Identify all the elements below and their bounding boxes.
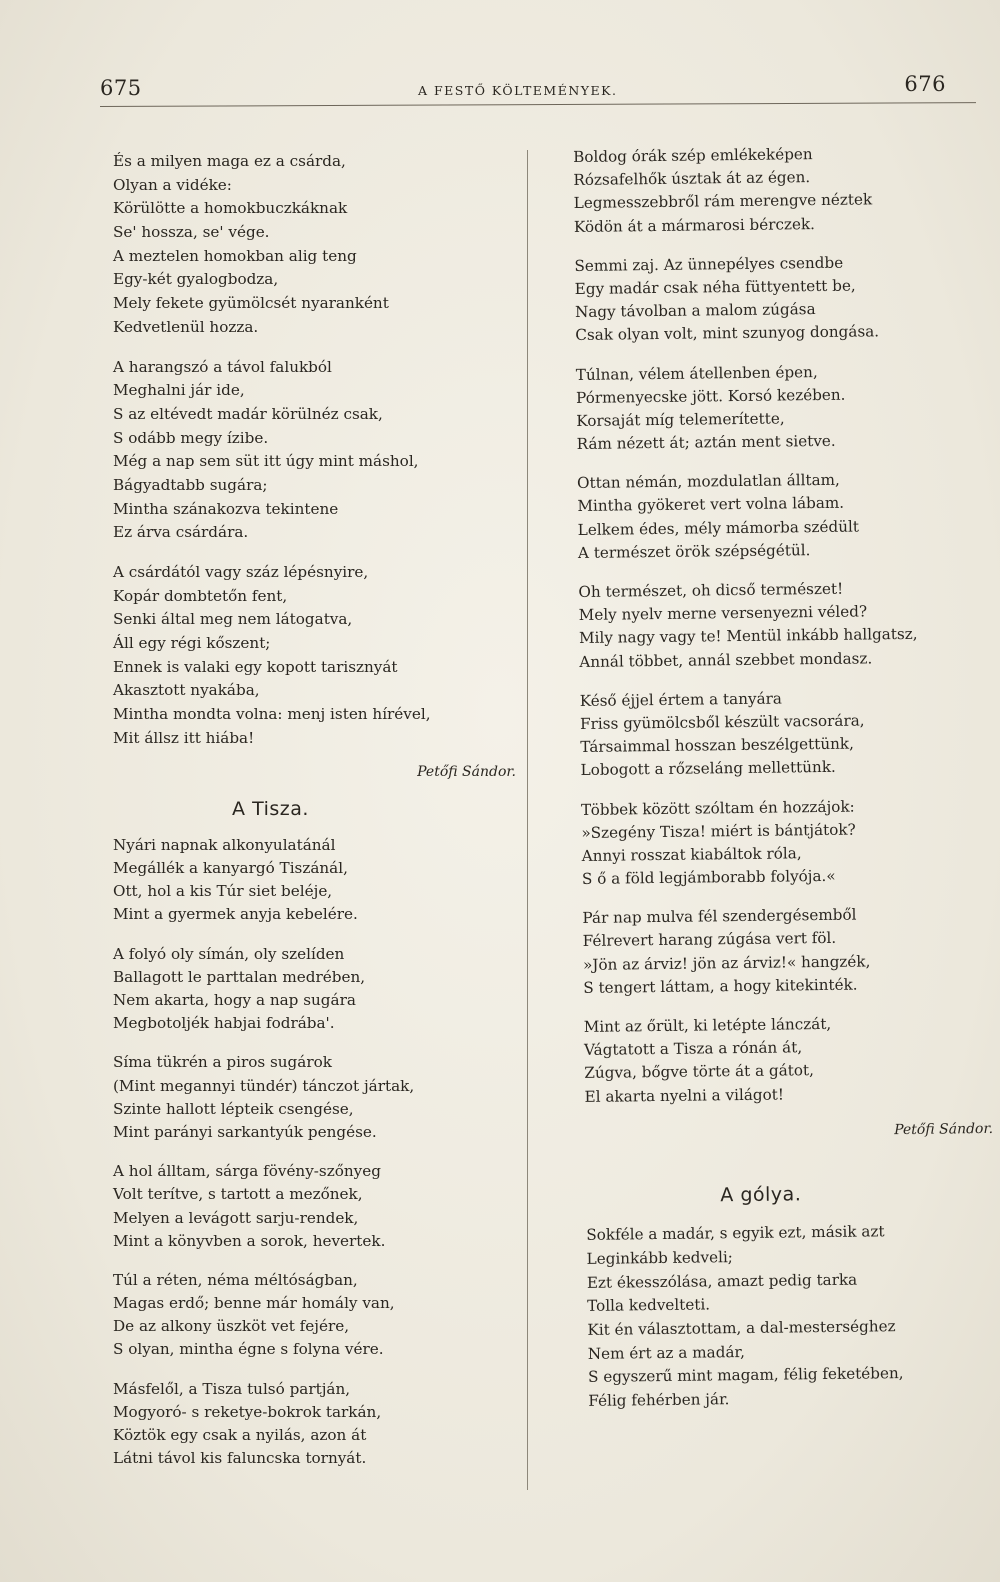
stanza <box>113 1378 518 1471</box>
stanza <box>573 141 984 239</box>
signature-left: Petőfi Sándor. <box>417 763 516 780</box>
verse-line: Mint a könyvben a sorok, hevertek. <box>113 1231 386 1250</box>
right-column <box>573 141 999 1430</box>
verse-line: S olyan, mintha égne s folyna vére. <box>113 1340 384 1359</box>
verse-line: S odább megy ízibe. <box>113 428 269 447</box>
verse-line: Síma tükrén a piros sugárok <box>113 1053 332 1072</box>
verse-line: Másfelől, a Tisza tulsó partján, <box>113 1379 351 1398</box>
verse-line: Senki által meg nem látogatva, <box>113 610 353 629</box>
verse-line: Akasztott nyakába, <box>113 681 260 700</box>
poem-csarda-stanzas <box>113 150 518 751</box>
stanza <box>581 793 992 891</box>
stanza <box>113 356 518 546</box>
stanza <box>113 943 518 1036</box>
poem-title-golya: A gólya. <box>720 1183 802 1207</box>
verse-line: Mint az őrült, ki letépte lánczát, <box>583 1014 832 1036</box>
verse-line: Lelkem édes, mély mámorba szédült <box>577 517 860 539</box>
verse-line: Mely nyelv merne versenyezni véled? <box>578 602 868 625</box>
verse-line: Mogyoró- s reketye-bokrok tarkán, <box>113 1402 382 1421</box>
stanza <box>113 1051 518 1144</box>
verse-line: Mintha szánakozva tekintene <box>113 499 339 518</box>
verse-line: Pórmenyecske jött. Korsó kezében. <box>575 385 846 407</box>
verse-line: Ezt ékesszólása, amazt pedig tarka <box>586 1270 858 1292</box>
verse-line: De az alkony üszköt vet fejére, <box>113 1317 350 1336</box>
page-number-left: 675 <box>100 76 142 100</box>
verse-line: Rám nézett át; aztán ment sietve. <box>576 431 836 454</box>
verse-line: Volt terítve, s tartott a mezőnek, <box>113 1185 363 1204</box>
verse-line: Túl a réten, néma méltóságban, <box>113 1270 358 1289</box>
verse-line: Mely fekete gyümölcsét nyaranként <box>113 294 389 313</box>
header-rule <box>100 102 976 107</box>
verse-line: Nem ért az a madár, <box>587 1342 745 1363</box>
verse-line: Ködön át a mármarosi bérczek. <box>573 214 816 236</box>
verse-line: Bágyadtabb sugára; <box>113 475 268 494</box>
verse-line: Körülötte a homokbuczkáknak <box>113 199 348 218</box>
verse-line: Ez árva csárdára. <box>113 523 249 542</box>
stanza <box>582 902 993 1000</box>
signature-right: Petőfi Sándor. <box>894 1120 994 1138</box>
stanza <box>574 250 985 348</box>
verse-line: Ott, hol a kis Túr siet beléje, <box>113 882 333 901</box>
verse-line: Oh természet, oh dicső természet! <box>578 579 844 601</box>
stanza <box>577 467 988 565</box>
verse-line: S ő a föld legjámborabb folyója.« <box>581 866 836 889</box>
verse-line: Zúgva, bőgve törte át a gátot, <box>584 1061 815 1083</box>
verse-line: Semmi zaj. Az ünnepélyes csendbe <box>574 253 844 275</box>
verse-line: Szinte hallott lépteik csengése, <box>113 1099 354 1118</box>
stanza <box>113 150 518 340</box>
poem-title-tisza: A Tisza. <box>232 798 309 821</box>
stanza <box>580 685 991 783</box>
verse-line: (Mint megannyi tündér) tánczot jártak, <box>113 1076 415 1095</box>
stanza <box>113 1160 518 1253</box>
poem-tisza-stanzas-right <box>573 141 995 1109</box>
verse-line: Melyen a levágott sarju-rendek, <box>113 1208 359 1227</box>
verse-line: Vágtatott a Tisza a rónán át, <box>583 1038 803 1060</box>
verse-line: El akarta nyelni a világot! <box>584 1085 785 1106</box>
verse-line: Félrevert harang zúgása vert föl. <box>582 929 837 951</box>
stanza <box>113 561 518 751</box>
verse-line: Még a nap sem süt itt úgy mint máshol, <box>113 452 419 471</box>
verse-line: Egy-két gyalogbodza, <box>113 270 279 289</box>
verse-line: A harangszó a távol falukból <box>113 357 332 376</box>
verse-line: A csárdától vagy száz lépésnyire, <box>113 563 369 581</box>
verse-line: Többek között szóltam én hozzájok: <box>580 797 855 819</box>
verse-line: Rózsafelhők úsztak át az égen. <box>573 168 811 190</box>
verse-line: Mint parányi sarkantyúk pengése. <box>113 1122 377 1141</box>
column-divider <box>527 150 528 1490</box>
page-number-right: 676 <box>904 72 946 96</box>
verse-line: Kit én választottam, a dal-mesterséghez <box>587 1317 896 1339</box>
verse-line: Köztök egy csak a nyilás, azon át <box>113 1426 367 1445</box>
stanza <box>576 358 987 456</box>
stanza <box>578 576 989 674</box>
verse-line: S egyszerű mint magam, félig feketében, <box>587 1364 904 1387</box>
verse-line: Nagy távolban a malom zúgása <box>574 300 816 322</box>
verse-line: Mintha mondta volna: menj isten hírével, <box>113 705 431 724</box>
verse-line: S tengert láttam, a hogy kitekinték. <box>583 975 858 997</box>
verse-line: Ballagott le parttalan medrében, <box>113 967 366 986</box>
verse-line: Mily nagy vagy te! Mentül inkább hallgatsz, <box>578 625 918 648</box>
verse-line: Megbotoljék habjai fodrába'. <box>113 1014 335 1033</box>
verse-line: Mint a gyermek anyja kebelére. <box>113 905 358 924</box>
verse-line: Tolla kedvelteti. <box>587 1295 711 1316</box>
verse-line: Nem akarta, hogy a nap sugára <box>113 991 356 1010</box>
verse-line: S az eltévedt madár körülnéz csak, <box>113 404 383 423</box>
verse-line: Leginkább kedveli; <box>586 1247 733 1268</box>
verse-line: »Szegény Tisza! miért is bántjátok? <box>581 820 856 842</box>
verse-line: Legmesszebbről rám merengve néztek <box>573 190 873 213</box>
verse-line: Ottan némán, mozdulatlan álltam, <box>577 471 840 493</box>
verse-line: A meztelen homokban alig teng <box>113 246 357 265</box>
stanza <box>113 834 518 927</box>
verse-line: A természet örök szépségétül. <box>577 540 811 562</box>
verse-line: Boldog órák szép emlékeképen <box>573 145 813 166</box>
verse-line: Korsaját míg telemerítette, <box>576 409 785 430</box>
verse-line: Mit állsz itt hiába! <box>113 728 255 747</box>
verse-line: Kopár dombtetőn fent, <box>113 586 288 605</box>
verse-line: A hol álltam, sárga fövény-szőnyeg <box>113 1162 381 1181</box>
verse-line: Mintha gyökeret vert volna lábam. <box>577 494 845 516</box>
verse-line: Pár nap mulva fél szendergésemből <box>582 905 857 928</box>
verse-line: Túlnan, vélem átellenben épen, <box>575 362 818 384</box>
verse-line: Kedvetlenül hozza. <box>113 317 259 336</box>
poem-golya-stanza <box>586 1219 998 1413</box>
running-title: A FESTŐ KÖLTEMÉNYEK. <box>418 83 618 98</box>
verse-line: Meghalni jár ide, <box>113 381 245 400</box>
verse-line: Annyi rosszat kiabáltok róla, <box>581 844 802 865</box>
verse-line: Társaimmal hosszan beszélgettünk, <box>580 734 854 757</box>
page-header <box>100 72 980 102</box>
verse-line: Annál többet, annál szebbet mondasz. <box>579 648 873 671</box>
stanza <box>113 1269 518 1362</box>
verse-line: Ennek is valaki egy kopott tarisznyát <box>113 657 398 676</box>
verse-line: »Jön az árviz! jön az árviz!« hangzék, <box>582 952 871 974</box>
stanza <box>584 1011 995 1109</box>
verse-line: Olyan a vidéke: <box>113 175 232 194</box>
verse-line: Lobogott a rőzseláng mellettünk. <box>580 758 836 780</box>
verse-line: Magas erdő; benne már homály van, <box>113 1294 395 1313</box>
verse-line: Áll egy régi kőszent; <box>113 634 271 653</box>
verse-line: A folyó oly símán, oly szelíden <box>113 944 345 963</box>
verse-line: Csak olyan volt, mint szunyog dongása. <box>575 322 880 345</box>
verse-line: Nyári napnak alkonyulatánál <box>113 835 336 854</box>
verse-line: Se' hossza, se' vége. <box>113 223 270 242</box>
verse-line: Egy madár csak néha füttyentett be, <box>574 276 856 298</box>
verse-line: Sokféle a madár, s egyik ezt, másik azt <box>586 1222 885 1245</box>
verse-line: Friss gyümölcsből készült vacsorára, <box>579 711 865 733</box>
poem-tisza-stanzas-left <box>113 834 518 1471</box>
verse-line: Látni távol kis faluncska tornyát. <box>113 1449 367 1468</box>
verse-line: Megállék a kanyargó Tiszánál, <box>113 859 348 878</box>
verse-line: Késő éjjel értem a tanyára <box>579 689 782 710</box>
left-column <box>113 150 518 1486</box>
verse-line: Félig fehérben jár. <box>588 1390 730 1410</box>
verse-line: És a milyen maga ez a csárda, <box>113 152 346 170</box>
